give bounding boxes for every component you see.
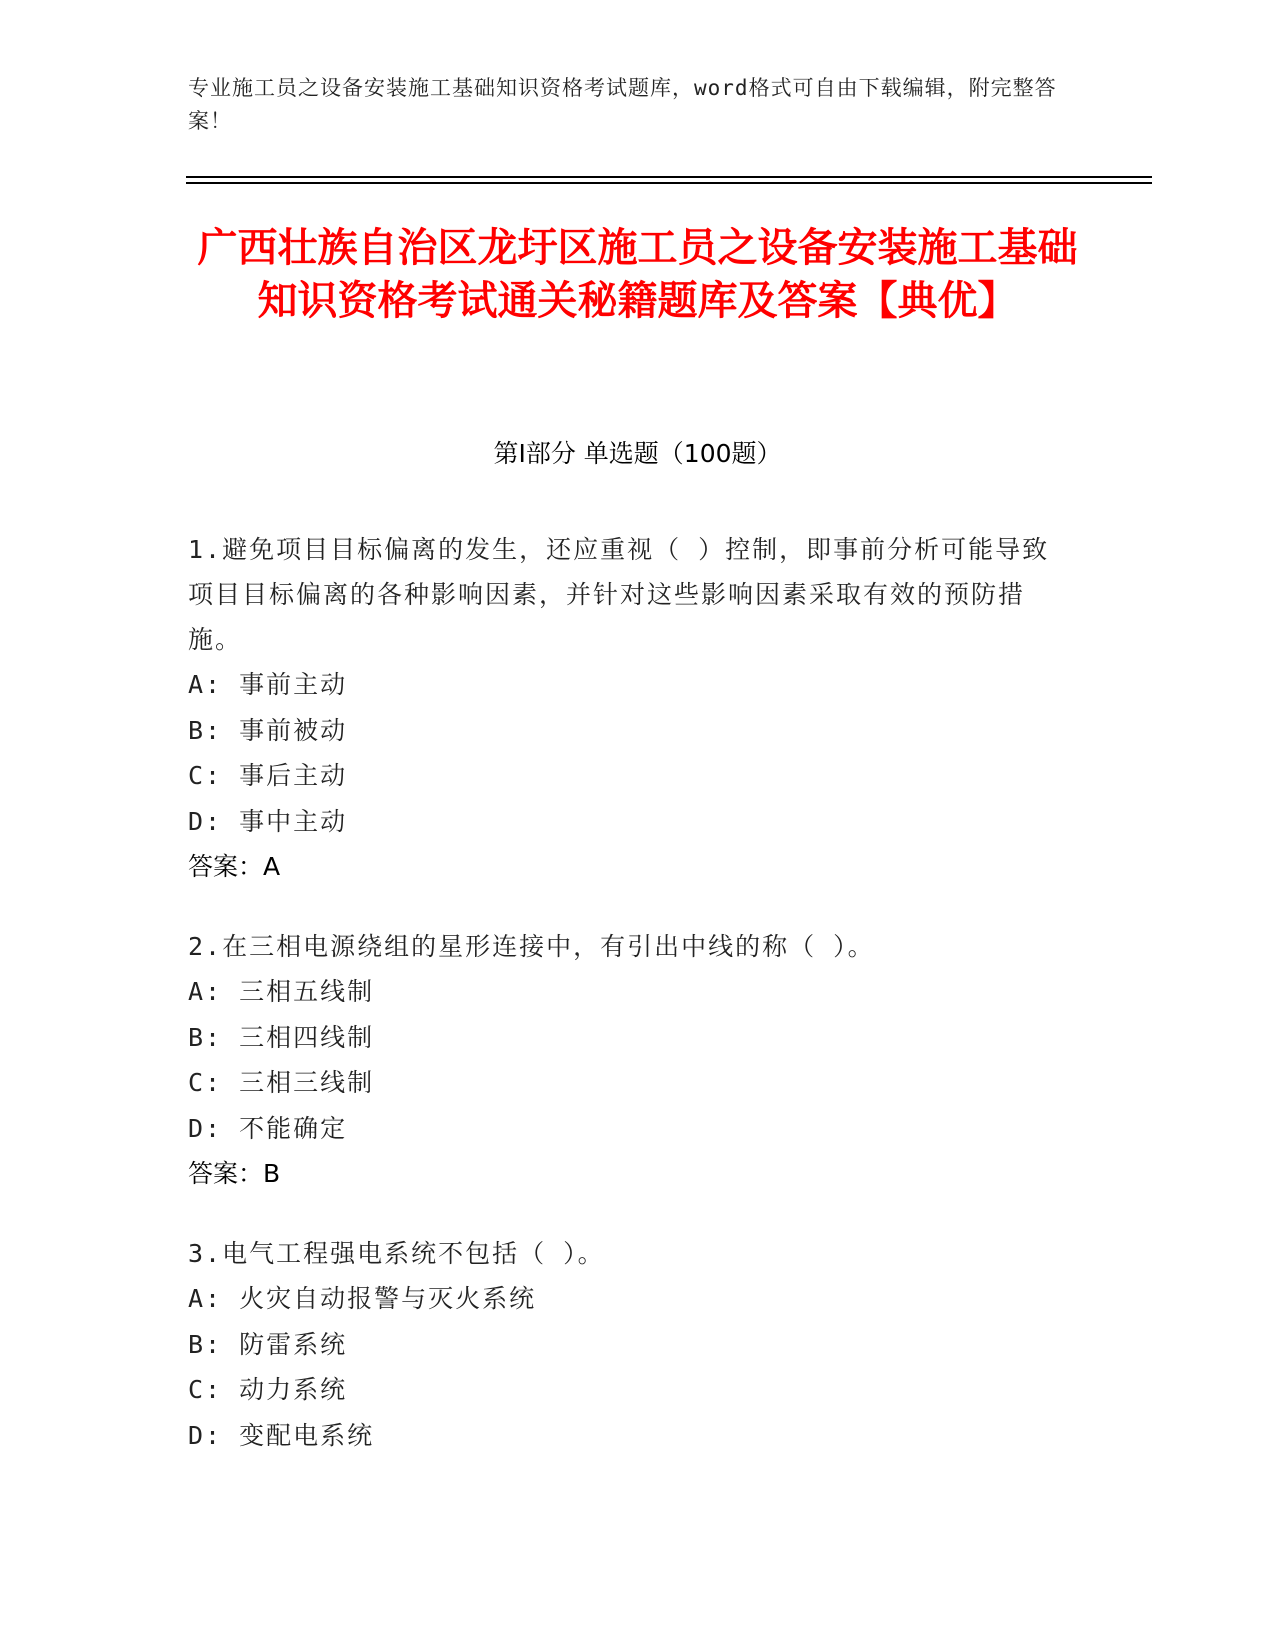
question-stem: 1.避免项目目标偏离的发生，还应重视（ ）控制，即事前分析可能导致项目目标偏离的各种影响因素，并针对这些影响因素采取有效的预防措施。 — [188, 535, 1050, 654]
header-divider-top — [186, 176, 1152, 178]
document-title: 广西壮族自治区龙圩区施工员之设备安装施工基础知识资格考试通关秘籍题库及答案【典优】 — [197, 225, 1078, 324]
answer-line: 答案：A — [188, 852, 281, 881]
option-d: D: 变配电系统 — [188, 1420, 375, 1450]
option-c: C: 事后主动 — [188, 761, 348, 790]
option-d: D: 不能确定 — [188, 1113, 348, 1143]
option-a: A: 事前主动 — [188, 670, 348, 699]
header-divider-bottom — [186, 182, 1152, 184]
option-b: B: 事前被动 — [188, 715, 348, 745]
option-b: B: 三相四线制 — [188, 1022, 375, 1052]
question-2 — [188, 924, 1068, 1196]
option-c: C: 动力系统 — [188, 1375, 348, 1404]
option-d: D: 事中主动 — [188, 806, 348, 836]
option-a: A: 火灾自动报警与灭火系统 — [188, 1284, 537, 1313]
question-stem: 3.电气工程强电系统不包括（ ）。 — [188, 1239, 605, 1268]
answer-line: 答案：B — [188, 1159, 281, 1188]
option-c: C: 三相三线制 — [188, 1068, 375, 1097]
option-a: A: 三相五线制 — [188, 977, 375, 1006]
question-1 — [188, 527, 1068, 889]
option-b: B: 防雷系统 — [188, 1329, 348, 1359]
question-3 — [188, 1231, 1068, 1458]
question-stem: 2.在三相电源绕组的星形连接中，有引出中线的称（ ）。 — [188, 932, 875, 961]
question-list — [188, 527, 1068, 1493]
section-heading: 第Ⅰ部分 单选题（100题） — [493, 439, 782, 468]
header-note: 专业施工员之设备安装施工基础知识资格考试题库，word格式可自由下载编辑，附完整答案！ — [188, 76, 1057, 133]
